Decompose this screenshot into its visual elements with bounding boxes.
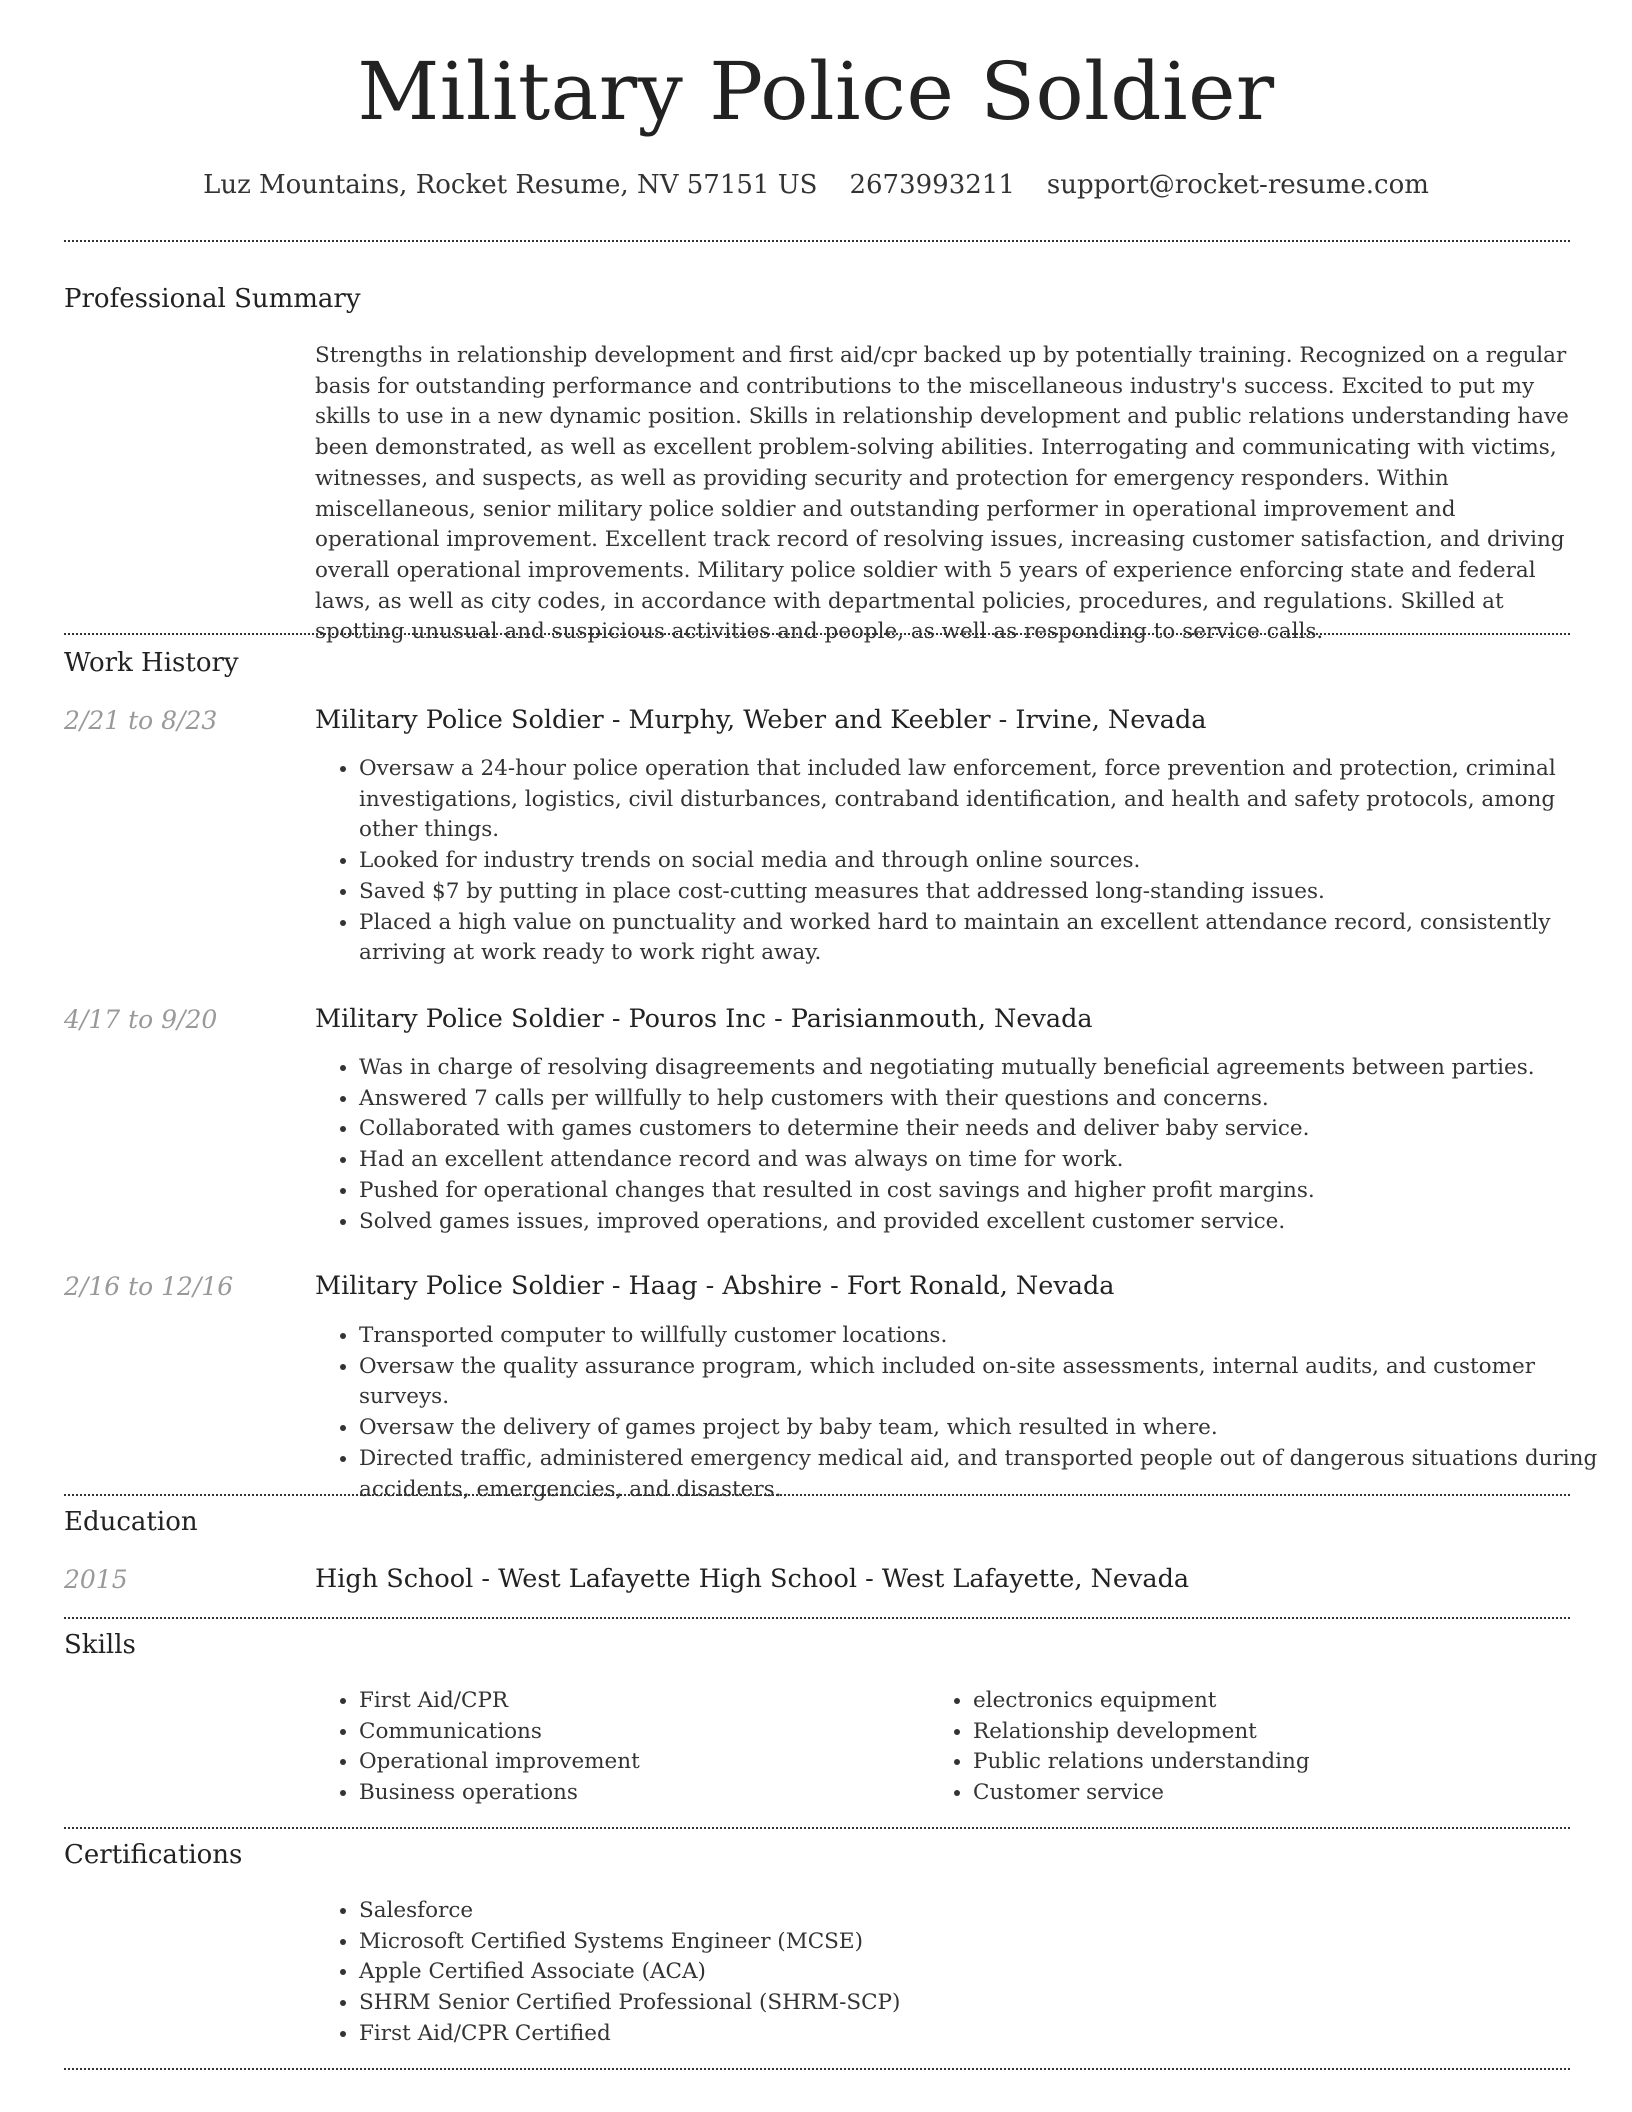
job-bullet: • Oversaw a 24-hour police operation that included law enforcement, force prevention and protection, criminal investigations, logistics, civil disturbances, contraband identification, and health and safety protocols, among other things. xyxy=(359,754,1604,846)
section-divider xyxy=(64,1827,1570,1829)
certifications-heading: Certifications xyxy=(64,1840,243,1870)
resume-name: Military Police Soldier xyxy=(357,45,1275,138)
skill-item: • Public relations understanding xyxy=(973,1747,1573,1778)
job-bullets xyxy=(315,1321,1604,1505)
job-bullet: • Directed traffic, administered emergency medical aid, and transported people out of dangerous situations during accidents, emergencies, and disasters. xyxy=(359,1444,1604,1505)
certification-item: • First Aid/CPR Certified xyxy=(359,2019,1604,2050)
certification-item: • Salesforce xyxy=(359,1896,1604,1927)
summary-text: Strengths in relationship development and first aid/cpr backed up by potentially training. Recognized on a regular basis for outstanding performance and contributions to the miscellaneous industry's success. Excited to put my skills to use in a new dynamic position. Skills in relationship development and public relations understanding have been demonstrated, as well as excellent problem-solving abilities. Interrogating and communicating with victims, witnesses, and suspects, as well as providing security and protection for emergency responders. Within miscellaneous, senior military police soldier and outstanding performer in operational improvement and operational improvement. Excellent track record of resolving issues, increasing customer satisfaction, and driving overall operational improvements. Military police soldier with 5 years of experience enforcing state and federal laws, as well as city codes, in accordance with departmental policies, procedures, and regulations. Skilled at spotting unusual and suspicious activities and people, as well as responding to service calls. xyxy=(315,343,1569,645)
contact-line xyxy=(0,170,1632,200)
section-divider xyxy=(64,633,1570,635)
education-title: High School - West Lafayette High School - West Lafayette, Nevada xyxy=(315,1564,1190,1594)
job-bullet: • Oversaw the delivery of games project by baby team, which resulted in where. xyxy=(359,1413,1604,1444)
section-divider xyxy=(64,240,1570,242)
job-bullet: • Pushed for operational changes that resulted in cost savings and higher profit margins. xyxy=(359,1176,1604,1207)
skill-item: • electronics equipment xyxy=(973,1686,1573,1717)
job-bullet: • Saved $7 by putting in place cost-cutting measures that addressed long-standing issues. xyxy=(359,877,1604,908)
job-dates: 2/21 to 8/23 xyxy=(64,706,218,735)
skill-item: • Operational improvement xyxy=(359,1747,919,1778)
summary-heading: Professional Summary xyxy=(64,284,361,314)
job-bullet: • Answered 7 calls per willfully to help customers with their questions and concerns. xyxy=(359,1084,1604,1115)
skill-item: • First Aid/CPR xyxy=(359,1686,919,1717)
job-bullets xyxy=(315,754,1604,969)
skill-item: • Customer service xyxy=(973,1778,1573,1809)
section-divider xyxy=(64,1617,1570,1619)
skills-list-right xyxy=(929,1686,1573,1809)
job-bullet: • Collaborated with games customers to determine their needs and deliver baby service. xyxy=(359,1114,1604,1145)
skill-item: • Relationship development xyxy=(973,1717,1573,1748)
job-title: Military Police Soldier - Pouros Inc - Parisianmouth, Nevada xyxy=(315,1004,1093,1034)
certification-item: • Apple Certified Associate (ACA) xyxy=(359,1957,1604,1988)
job-bullet: • Solved games issues, improved operations, and provided excellent customer service. xyxy=(359,1207,1604,1238)
job-bullet: • Had an excellent attendance record and was always on time for work. xyxy=(359,1145,1604,1176)
skill-item: • Communications xyxy=(359,1717,919,1748)
section-divider xyxy=(64,1494,1570,1496)
job-bullet: • Placed a high value on punctuality and worked hard to maintain an excellent attendance record, consistently arriving at work ready to work right away. xyxy=(359,908,1604,969)
contact-email: support@rocket-resume.com xyxy=(1046,170,1429,200)
job-bullet: • Transported computer to willfully customer locations. xyxy=(359,1321,1604,1352)
work-heading: Work History xyxy=(64,648,239,678)
certifications-list xyxy=(315,1896,1604,2050)
certification-item: • Microsoft Certified Systems Engineer (MCSE) xyxy=(359,1927,1604,1958)
education-heading: Education xyxy=(64,1507,198,1537)
skills-heading: Skills xyxy=(64,1630,136,1660)
job-bullet: • Looked for industry trends on social media and through online sources. xyxy=(359,846,1604,877)
section-divider xyxy=(64,2068,1570,2070)
job-dates: 2/16 to 12/16 xyxy=(64,1272,234,1301)
job-title: Military Police Soldier - Haag - Abshire - Fort Ronald, Nevada xyxy=(315,1271,1115,1301)
job-bullets xyxy=(315,1053,1604,1237)
job-bullet: • Was in charge of resolving disagreements and negotiating mutually beneficial agreements between parties. xyxy=(359,1053,1604,1084)
education-year: 2015 xyxy=(64,1565,128,1594)
contact-phone: 2673993211 xyxy=(849,170,1015,200)
job-bullet: • Oversaw the quality assurance program, which included on-site assessments, internal audits, and customer surveys. xyxy=(359,1352,1604,1413)
job-dates: 4/17 to 9/20 xyxy=(64,1005,218,1034)
skills-list-left xyxy=(315,1686,919,1809)
certification-item: • SHRM Senior Certified Professional (SHRM-SCP) xyxy=(359,1988,1604,2019)
resume-header xyxy=(0,0,1632,200)
skill-item: • Business operations xyxy=(359,1778,919,1809)
contact-address: Luz Mountains, Rocket Resume, NV 57151 US xyxy=(203,170,818,200)
job-title: Military Police Soldier - Murphy, Weber and Keebler - Irvine, Nevada xyxy=(315,705,1207,735)
